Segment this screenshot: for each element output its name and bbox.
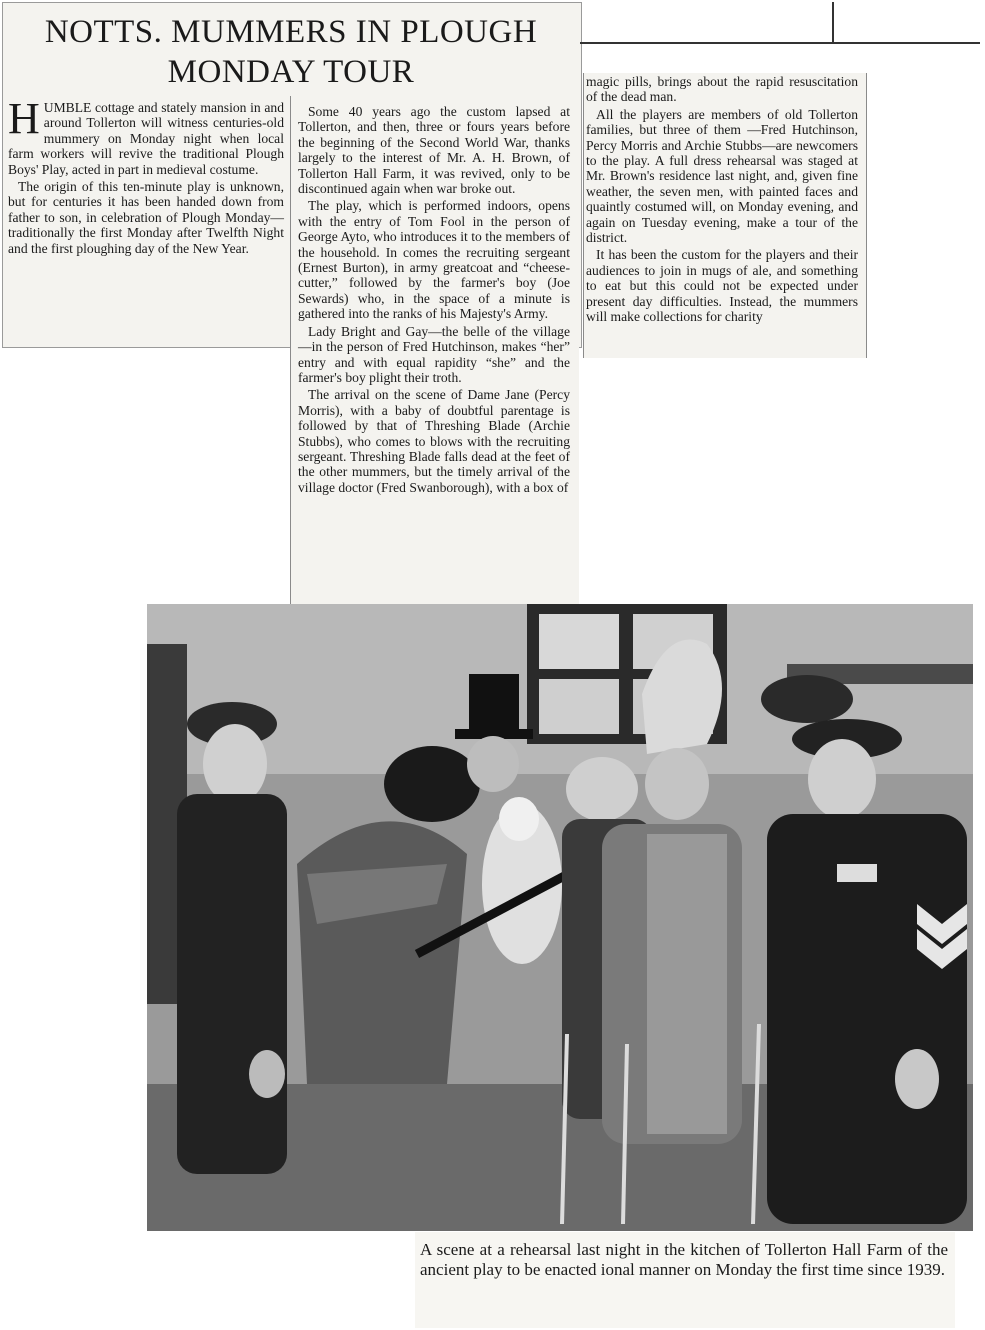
article-column-3 (586, 74, 858, 327)
photo-caption: A scene at a rehearsal last night in the kitchen of Tollerton Hall Farm of the ancient play to be enacted ional manner on Monday the first time since 1939. (420, 1240, 948, 1279)
paragraph: The origin of this ten-minute play is unknown, but for centuries it has been handed down from father to son, in celebration of Plough Monday—traditionally the first Monday after Twelfth Night and the first ploughing day of the New Year. (8, 179, 284, 256)
paragraph: Lady Bright and Gay—the belle of the village—in the person of Fred Hutchinson, makes “her” entry and with equal rapidity “she” and the farmer's boy plight their troth. (298, 323, 570, 385)
headline-line-2: MONDAY TOUR (167, 54, 415, 90)
paragraph: It has been the custom for the players and their audiences to join in mugs of ale, and something to eat but this could not be expected under present day difficulties. Instead, the mummers will make collections for charity (586, 247, 858, 325)
drop-cap: H (8, 94, 40, 143)
mummers-photograph (147, 604, 973, 1231)
headline-line-1: NOTTS. MUMMERS IN PLOUGH (44, 14, 538, 50)
column-rule-tick (832, 2, 834, 42)
paragraph: HUMBLE cottage and stately mansion in and around Tollerton will witness centuries-old mummery on Monday night when local farm workers will revive the traditional Plough Boys' Play, acted in part in medieval costume. (8, 94, 284, 177)
photo-illustration (147, 604, 973, 1231)
article-headline (6, 12, 576, 92)
article-column-1 (8, 94, 284, 258)
paragraph: Some 40 years ago the custom lapsed at Tollerton, and then, three or fours years before the beginning of the Second World War, thanks largely to the interest of Mr. A. H. Brown, of Tollerton Hall Farm, it was revived, only to be discontinued again when war broke out. (298, 104, 570, 197)
article-column-2 (298, 104, 570, 497)
paragraph: magic pills, brings about the rapid resuscitation of the dead man. (586, 74, 858, 105)
column-rule (580, 42, 980, 44)
paragraph: The play, which is performed indoors, opens with the entry of Tom Fool in the person of George Ayto, who introduces it to the members of the household. In comes the recruiting sergeant (Ernest Burton), in army greatcoat and “cheese-cutter,” followed by the farmer's boy (Joe Sewards) who, in the space of a minute is gathered into the ranks of his Majesty's Army. (298, 198, 570, 322)
paragraph: The arrival on the scene of Dame Jane (Percy Morris), with a baby of doubtful parentage is followed by that of Threshing Blade (Archie Stubbs), who comes to blows with the recruiting sergeant. Threshing Blade falls dead at the feet of the other mummers, but the timely arrival of the village doctor (Fred Swanborough), with a box of (298, 387, 570, 495)
paragraph: All the players are members of old Tollerton families, but three of them —Fred Hutchinson, Percy Morris and Archie Stubbs—are newcomers to the play. A full dress rehearsal was staged at Mr. Brown's residence last night, and, given fine weather, the seven men, with painted faces and quaintly costumed will, on Monday evening, and again on Tuesday evening, make a tour of the district. (586, 106, 858, 246)
